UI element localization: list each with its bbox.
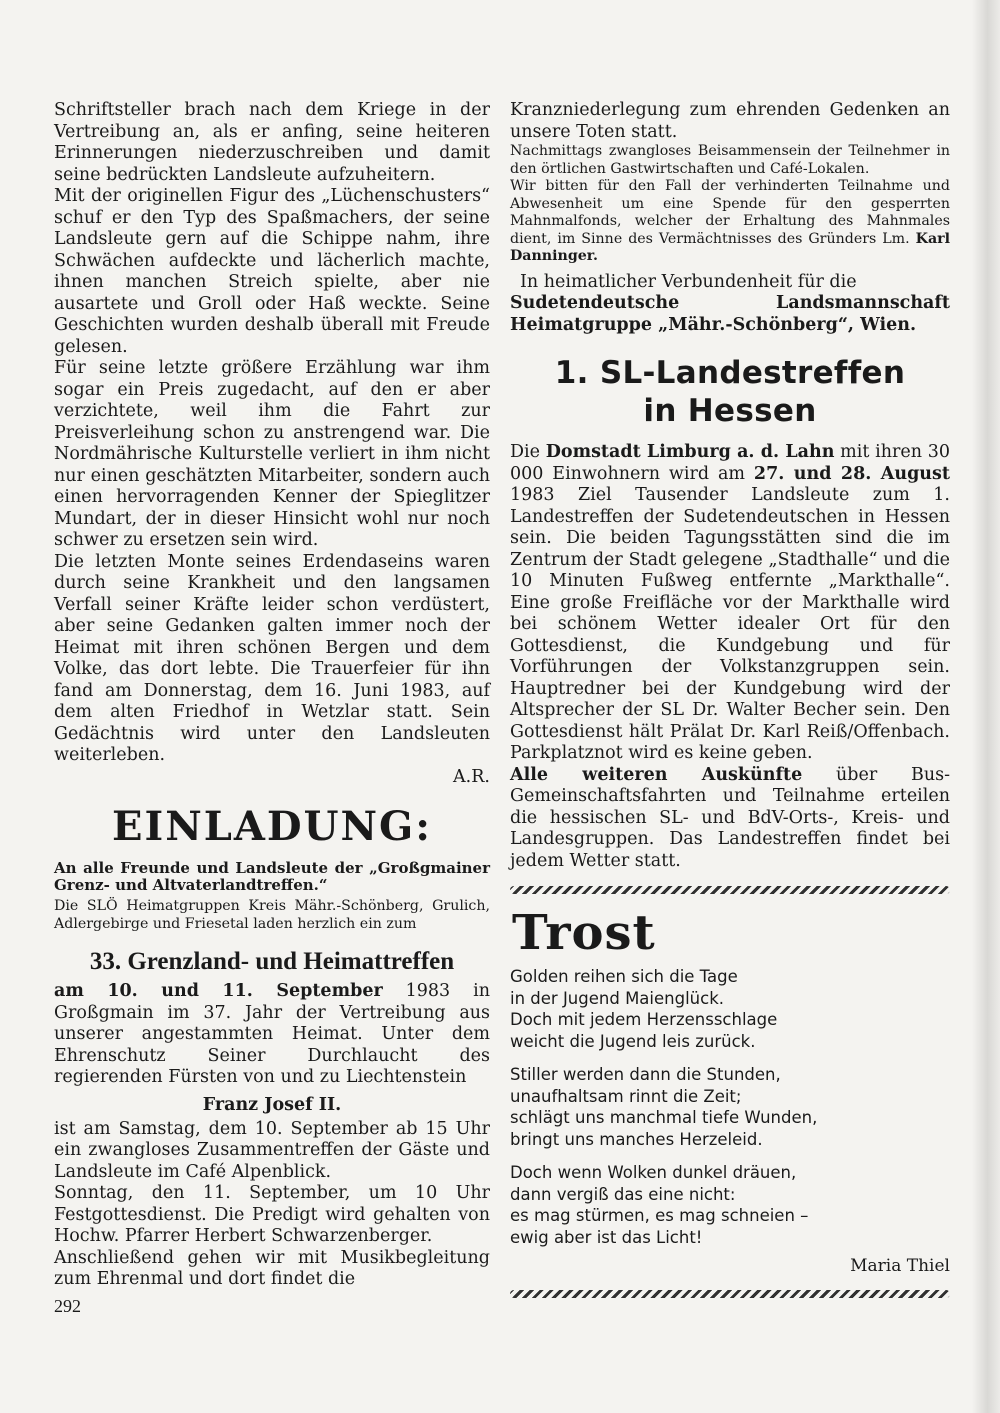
einladung-subtitle: An alle Freunde und Landsleute der „Großgmainer Grenz- und Altvaterlandtreffen.“ bbox=[54, 859, 490, 894]
poem-line: Doch mit jedem Herzensschlage bbox=[510, 1010, 778, 1029]
patron-name: Franz Josef II. bbox=[202, 1094, 342, 1115]
divider-top bbox=[510, 886, 950, 894]
einladung-intro: Die SLÖ Heimatgruppen Kreis Mähr.-Schönberg, Grulich, Adlergebirge und Friesetal laden herzlich ein zum bbox=[54, 898, 490, 932]
poem-line: dann vergiß das eine nicht: bbox=[510, 1184, 736, 1204]
poem-stanza bbox=[510, 1064, 950, 1150]
poem-line: Golden reihen sich die Tage bbox=[510, 967, 738, 986]
info-text: über Bus-Gemeinschaftsfahrten und Teilnahme erteilen die hessischen SL- und BdV-Orts-, Kreis- und Landesgruppen. Das Landestreffen findet bei jedem Wetter statt. bbox=[510, 764, 950, 871]
event-title: 33. Grenzland- und Heimattreffen bbox=[89, 948, 455, 975]
event-text: 1983 in Großgmain im 37. Jahr der Vertreibung aus unserer angestammten Heimat. Unter dem Ehrenschutz Seiner Durchlaucht des regierenden Fürsten von und zu Liechtenstein bbox=[54, 981, 490, 1087]
obituary-paragraph: Für seine letzte größere Erzählung war ihm sogar ein Preis zugedacht, auf den er aber verzichtete, weil ihm die Fahrt zur Preisverleihung schon zu anstrengend war. Die Nordmährische Kulturstelle verliert in ihm nicht nur einen geschätzten Mitarbeiter, sondern auch einen hervorragenden Kenner der Spieglitzer Mundart, der in dieser Hinsicht wohl nur noch schwer zu ersetzen sein wird. bbox=[54, 358, 490, 550]
divider-bottom bbox=[510, 1290, 950, 1298]
obituary-article bbox=[54, 100, 490, 788]
poem-line: unaufhaltsam rinnt die Zeit; bbox=[510, 1086, 742, 1106]
poem-stanza bbox=[510, 966, 950, 1052]
landestreffen-heading-line: 1. SL-Landestreffen bbox=[554, 355, 906, 391]
page-edge-shadow bbox=[972, 0, 1000, 1413]
landes-date: 27. und 28. August bbox=[753, 463, 950, 484]
poem-line: es mag stürmen, es mag schneien – bbox=[510, 1206, 809, 1225]
obituary-paragraph: Die letzten Monte seines Erdendaseins waren durch seine Krankheit und den langsamen Verfall seiner Kräfte leider schon verdüstert, aber seine Gedanken galten immer noch der Heimat mit ihren schönen Bergen und dem Volke, das dort lebte. Die Trauerfeier für ihn fand am Donnerstag, dem 16. Juni 1983, auf dem alten Friedhof in Wetzlar statt. Sein Gedächtnis wird unter den Landsleuten weiterleben. bbox=[54, 551, 490, 765]
einladung-heading: EINLADUNG: bbox=[112, 803, 432, 850]
obituary-paragraph: Schriftsteller brach nach dem Kriege in der Vertreibung an, als er anfing, seine heiteren Erinnerungen niederzuschreiben und damit seine bedrückten Landsleute aufzuheitern. bbox=[54, 100, 490, 185]
right-column bbox=[510, 100, 950, 1312]
organization-name: Sudetendeutsche Landsmannschaft Heimatgruppe „Mähr.-Schönberg“, Wien. bbox=[510, 293, 950, 335]
landes-pre: Die bbox=[510, 442, 540, 462]
poem-line: Doch wenn Wolken dunkel dräuen, bbox=[510, 1163, 797, 1182]
poem-line: Stiller werden dann die Stunden, bbox=[510, 1065, 781, 1084]
landestreffen-heading-line: in Hessen bbox=[643, 393, 817, 429]
program bbox=[54, 1119, 490, 1291]
poem-author: Maria Thiel bbox=[850, 1256, 950, 1276]
notes bbox=[510, 143, 950, 266]
poem-line: weicht die Jugend leis zurück. bbox=[510, 1031, 756, 1051]
poem-line: ewig aber ist das Licht! bbox=[510, 1227, 703, 1247]
info-bold: Alle weiteren Auskünfte bbox=[510, 764, 803, 785]
event-description bbox=[54, 981, 490, 1089]
event-date: am 10. und 11. September bbox=[54, 981, 383, 1001]
landestreffen-article bbox=[510, 442, 950, 765]
poem bbox=[510, 966, 950, 1248]
greeting: In heimatlicher Verbundenheit für die bbox=[520, 271, 857, 292]
donation-note bbox=[510, 178, 950, 266]
landes-text: 1983 Ziel Tausender Landsleute zum 1. Landestreffen der Sudetendeutschen in Hessen sein. Die beiden Tagungsstätten sind die im Zentrum der Stadt gelegene „Stadthalle“ und die 10 Minuten Fußweg entfernte „Markthalle“. Eine große Freifläche vor der Markthalle wird bei schönem Wetter idealer Ort für den Gottesdienst, die Kundgebung und für Vorführungen der Volkstanzgruppen sein. Hauptredner bei der Kundgebung wird der Altsprecher der SL Dr. Walter Becher sein. Den Gottesdienst hält Prälat Dr. Karl Reiß/Offenbach. Parkplatznot wird es keine geben. bbox=[510, 485, 950, 763]
poem-line: schlägt uns manchmal tiefe Wunden, bbox=[510, 1108, 818, 1127]
info-paragraph bbox=[510, 765, 950, 873]
obituary-paragraph: Mit der originellen Figur des „Lüchenschusters“ schuf er den Typ des Spaßmachers, der seine Landsleute gern auf die Schippe nahm, ihre Schwächen aufdeckte und lächerlich machte, ihnen manchen Streich spielte, aber nie ausartete und Groll oder Haß weckte. Seine Geschichten wurden deshalb überall mit Freude gelesen. bbox=[54, 186, 490, 357]
poem-title: Trost bbox=[512, 905, 656, 961]
program-paragraph: Anschließend gehen wir mit Musikbegleitung zum Ehrenmal und dort findet die bbox=[54, 1247, 490, 1289]
poem-stanza bbox=[510, 1162, 950, 1248]
poem-line: in der Jugend Maienglück. bbox=[510, 988, 724, 1008]
landes-city: Domstadt Limburg a. d. Lahn bbox=[545, 442, 835, 462]
program-paragraph: Sonntag, den 11. September, um 10 Uhr Festgottesdienst. Die Predigt wird gehalten von Hochw. Pfarrer Herbert Schwarzenberger. bbox=[54, 1183, 490, 1246]
continuation-text: Kranzniederlegung zum ehrenden Gedenken an unsere Toten statt. bbox=[510, 100, 950, 142]
landes-mid: mit ihren 30 000 Einwohnern wird am bbox=[510, 442, 950, 484]
obituary-signoff: A.R. bbox=[453, 766, 490, 787]
founder-name: Karl Danninger. bbox=[510, 230, 951, 264]
program-paragraph: ist am Samstag, dem 10. September ab 15 Uhr ein zwangloses Zusammentreffen der Gäste und Landsleute im Café Alpenblick. bbox=[54, 1118, 490, 1182]
landestreffen-heading bbox=[510, 354, 950, 430]
page-number: 292 bbox=[54, 1296, 81, 1316]
donation-text: Wir bitten für den Fall der verhinderten Teilnahme und Abwesenheit um eine Spende für den gesperrten Mahnmalfonds, welcher der Erhaltung des Mahnmales dient, im Sinne des Vermächtnisses des Gründers Lm. bbox=[510, 178, 950, 247]
left-column bbox=[54, 100, 490, 1291]
poem-line: bringt uns manches Herzeleid. bbox=[510, 1129, 763, 1149]
afternoon-note: Nachmittags zwangloses Beisammensein der Teilnehmer in den örtlichen Gastwirtschaften und Café-Lokalen. bbox=[510, 143, 950, 177]
